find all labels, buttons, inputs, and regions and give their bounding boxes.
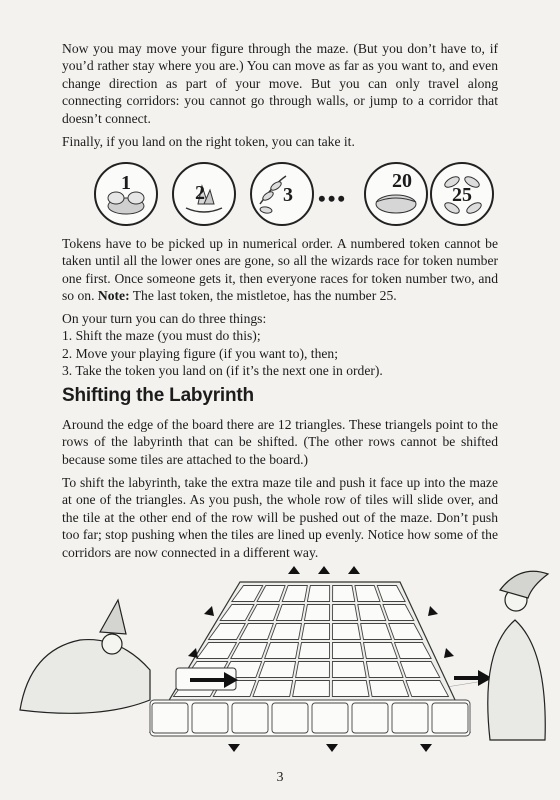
maze-tile (296, 662, 330, 678)
maze-tile (304, 605, 329, 621)
pushed-out-row (150, 700, 470, 736)
token-illustrations (94, 162, 474, 234)
token-3 (250, 162, 314, 226)
turn-steps (62, 310, 498, 380)
paragraph-how-to-shift (62, 474, 498, 561)
maze-tile (299, 643, 330, 659)
list-item: 3. Take the token you land on (if it’s the next one in order). (62, 363, 383, 379)
paragraph-text (62, 235, 498, 305)
maze-tile (253, 681, 293, 697)
maze-tile (332, 681, 369, 697)
paragraph-text: To shift the labyrinth, take the extra maze tile and push it face up into the maze at one of the triangles. As you push, the whole row of tiles will slide over, and the tile at the other end of the row will be pushed out of the maze. Don’t push too far; stop pushing when the tiles are lined up evenly. Notice how some of the corridors are now connected in a different way. (62, 475, 498, 560)
maze-tile (361, 624, 392, 640)
paragraph-text-main: Tokens have to be picked up in numerical order. A numbered token cannot be taken until all the lower ones are gone, so all the wizards race for token number one first. Once someone gets it, then everyone races for token number two, and so on. (62, 236, 498, 304)
token-1 (94, 162, 158, 226)
paragraph-token-order (62, 235, 498, 305)
maze-tile (272, 703, 308, 733)
list-item: 2. Move your playing figure (if you want to), then; (62, 345, 338, 361)
maze-tile (152, 703, 188, 733)
maze-tile (293, 681, 330, 697)
maze-tile (302, 624, 330, 640)
maze-board-illustration (0, 560, 560, 760)
maze-tile (333, 586, 355, 602)
maze-tile (333, 605, 358, 621)
paragraph-text: Finally, if you land on the right token, you can take it. (62, 134, 355, 149)
push-arrow-icon (454, 670, 492, 686)
maze-tile (307, 586, 329, 602)
token-20 (364, 162, 428, 226)
page-number: 3 (276, 770, 284, 785)
paragraph-take-token (62, 133, 498, 150)
paragraph-text: On your turn you can do three things: (62, 311, 267, 326)
maze-tile (369, 681, 409, 697)
token-25 (430, 162, 494, 226)
maze-tile (332, 643, 363, 659)
maze-tile (352, 703, 388, 733)
maze-tile (259, 662, 296, 678)
paragraph-text: Now you may move your figure through the maze. (But you don’t have to, if you’d rather stay where you are.) You can move as far as you want to, and even change direction as part of your move. But you can only travel along connecting corridors: you cannot go through walls, or jump to a corridor that doesn’t connect. (62, 41, 498, 126)
token-number: 1 (121, 172, 131, 194)
maze-tile (232, 703, 268, 733)
token-number: 20 (392, 170, 412, 192)
wizard-left-illustration (20, 600, 150, 713)
paragraph-text: Around the edge of the board there are 12 triangles. These triangels point to the rows of the labyrinth that can be shifted. (The other rows cannot be shifted because some tiles are attached to the board.) (62, 417, 498, 467)
maze-tile (312, 703, 348, 733)
paragraph-text-note: The last token, the mistletoe, has the number 25. (132, 288, 397, 304)
token-number: 3 (283, 184, 293, 206)
token-number: 2 (195, 182, 205, 204)
wizard-right-illustration (488, 571, 548, 740)
token-2 (172, 162, 236, 226)
ellipsis: ••• (318, 186, 348, 211)
maze-tile (432, 703, 468, 733)
maze-tile (333, 624, 361, 640)
paragraph-triangles (62, 416, 498, 468)
note-label: Note: (97, 288, 130, 304)
maze-tile (364, 643, 398, 659)
token-number: 25 (452, 184, 472, 206)
maze-tile (192, 703, 228, 733)
maze-tile (392, 703, 428, 733)
paragraph-moving (62, 40, 498, 127)
list-item: 1. Shift the maze (you must do this); (62, 328, 261, 344)
maze-tile (366, 662, 403, 678)
section-heading: Shifting the Labyrinth (62, 385, 254, 406)
maze-tile (332, 662, 366, 678)
maze-tile (265, 643, 299, 659)
maze-tile (271, 624, 302, 640)
